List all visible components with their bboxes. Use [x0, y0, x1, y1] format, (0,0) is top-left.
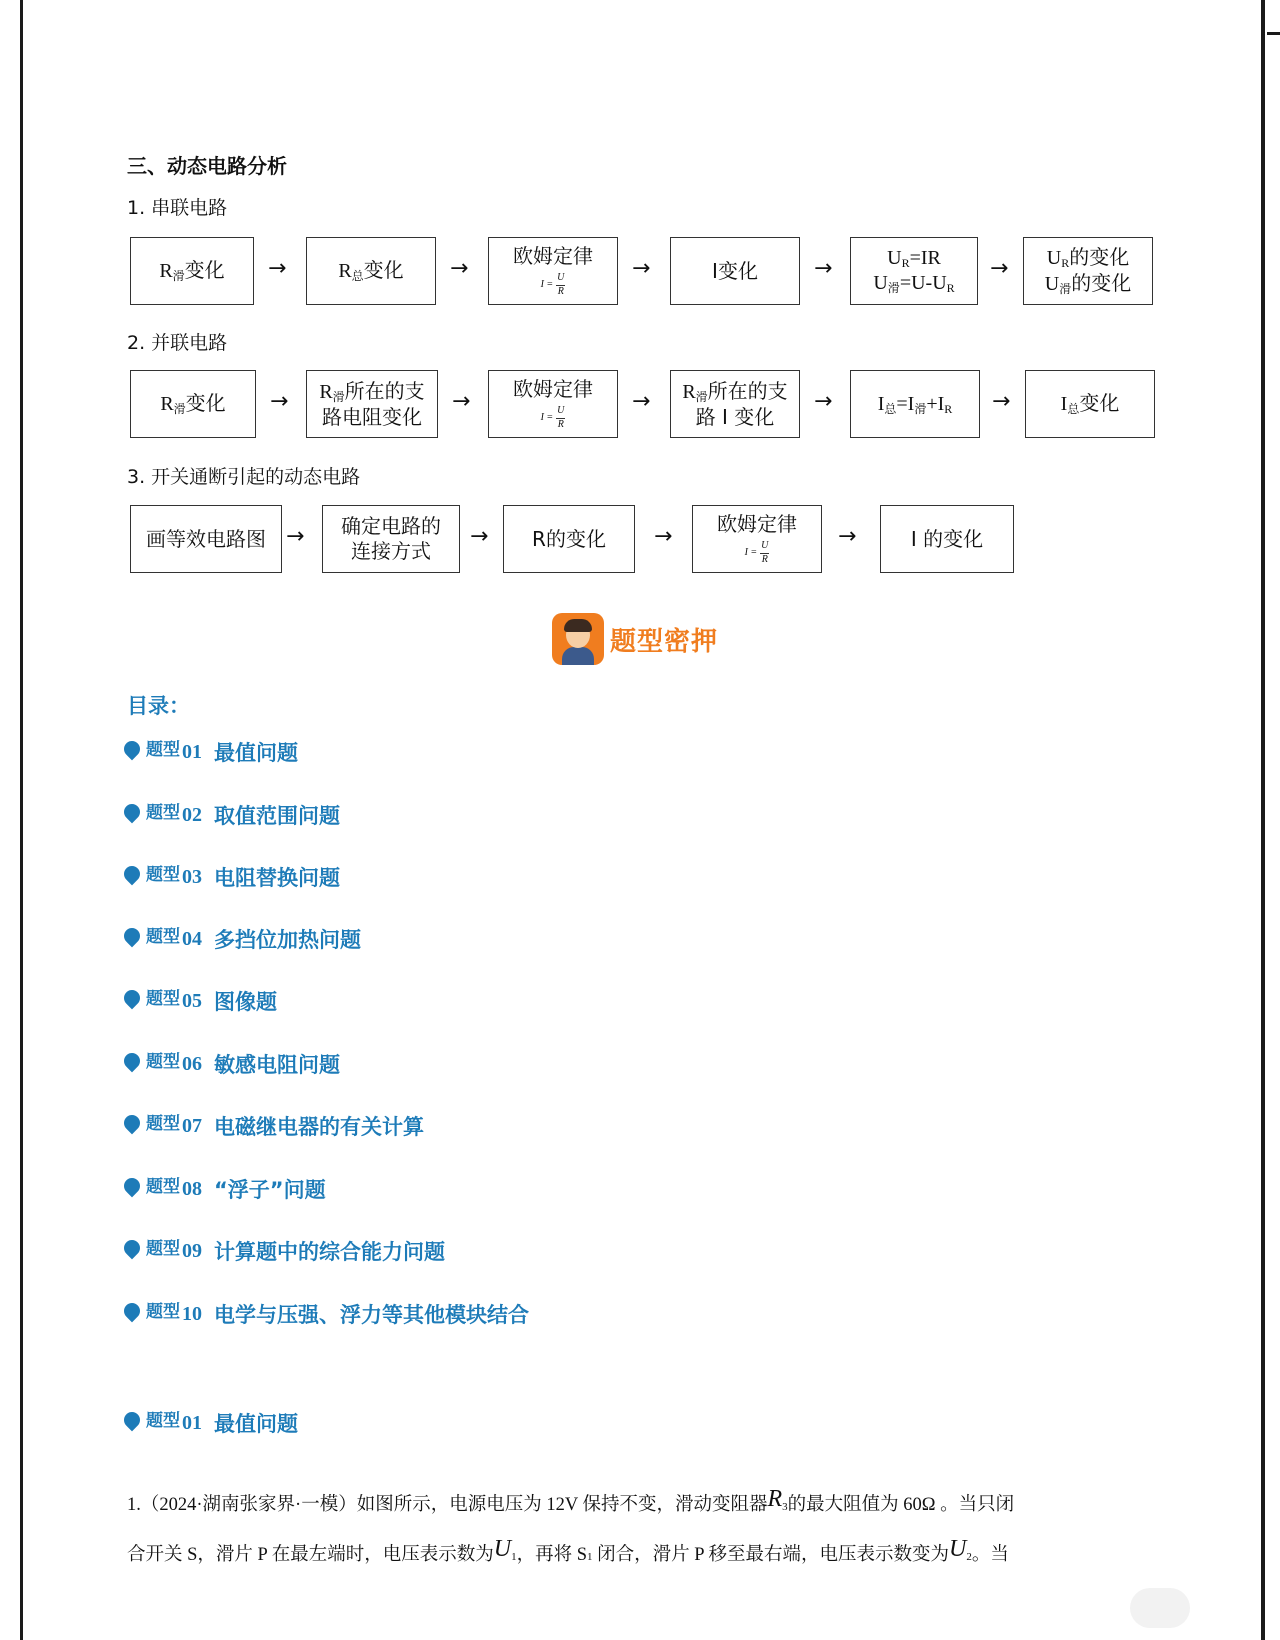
series-box-4: I变化 — [670, 237, 800, 305]
location-pin-icon — [121, 1409, 144, 1432]
arrow: → — [268, 256, 287, 281]
question-line-2: 合开关 S，滑片 P 在最左端时，电压表示数为U1，再将 S1 闭合，滑片 P 移至最右端，电压表示数变为U2。当 — [127, 1536, 1009, 1565]
section-01-heading: 题型 01 最值问题 — [124, 1408, 298, 1438]
series-box-5: $U_R=IR$ $U_滑=U-U_R$ — [850, 237, 978, 305]
arrow: → — [654, 524, 673, 549]
toc-title: 目录： — [127, 694, 190, 718]
switch-box-1: 画等效电路图 — [130, 505, 282, 573]
arrow: → — [990, 256, 1009, 281]
toc-item[interactable] — [124, 1111, 424, 1141]
arrow: → — [814, 389, 833, 414]
series-box-2: $R_总$变化 — [306, 237, 436, 305]
arrow: → — [452, 389, 471, 414]
toc-item-label: 题型 — [146, 802, 180, 823]
toc-item-number: 06 — [182, 1052, 202, 1075]
location-pin-icon — [121, 987, 144, 1010]
ohm-formula: I = $\frac{U}{R}$ — [744, 540, 769, 565]
toc-item-number: 05 — [182, 989, 202, 1012]
toc-item[interactable] — [124, 986, 277, 1016]
toc-item-label: 题型 — [146, 988, 180, 1009]
arrow: → — [470, 524, 489, 549]
series-box-1: $R_滑$变化 — [130, 237, 254, 305]
toc-item-label: 题型 — [146, 1113, 180, 1134]
toc-item-number: 02 — [182, 803, 202, 826]
switch-title: 3. 开关通断引起的动态电路 — [127, 466, 361, 488]
toc-item[interactable] — [124, 1299, 529, 1329]
arrow: → — [286, 524, 305, 549]
arrow: → — [450, 256, 469, 281]
ohm-formula: I = $\frac{U}{R}$ — [540, 272, 565, 297]
location-pin-icon — [121, 1112, 144, 1135]
question-line-1: 1.（2024·湖南张家界·一模）如图所示，电源电压为 12V 保持不变，滑动变阻器R3的最大阻值为 60Ω 。当只闭 — [127, 1486, 1015, 1515]
location-pin-icon — [121, 1300, 144, 1323]
toc-item[interactable] — [124, 1049, 340, 1079]
location-pin-icon — [121, 1237, 144, 1260]
location-pin-icon — [121, 1175, 144, 1198]
banner-text: 题型密押 — [610, 626, 719, 657]
location-pin-icon — [121, 801, 144, 824]
location-pin-icon — [121, 925, 144, 948]
parallel-box-6: $I_总$变化 — [1025, 370, 1155, 438]
series-title: 1. 串联电路 — [127, 197, 228, 219]
toc-item-label: 题型 — [146, 1051, 180, 1072]
toc-item-label: 题型 — [146, 926, 180, 947]
toc-item-number: 01 — [182, 740, 202, 763]
toc-item-label: 题型 — [146, 1301, 180, 1322]
toc-item-number: 04 — [182, 927, 202, 950]
toc-item-text: 最值问题 — [214, 741, 298, 765]
toc-item[interactable] — [124, 1236, 445, 1266]
toc-item-text: 电学与压强、浮力等其他模块结合 — [214, 1303, 529, 1327]
toc-item-text: “浮子”问题 — [214, 1178, 326, 1202]
arrow: → — [270, 389, 289, 414]
toc-item-text: 图像题 — [214, 990, 277, 1014]
section-heading: 三、动态电路分析 — [127, 154, 287, 178]
toc-item-text: 电阻替换问题 — [214, 866, 340, 890]
toc-item-label: 题型 — [146, 1238, 180, 1259]
parallel-box-ohm: 欧姆定律 I = $\frac{U}{R}$ — [488, 370, 618, 438]
ohm-formula: I = $\frac{U}{R}$ — [540, 405, 565, 430]
toc-item-number: 10 — [182, 1302, 202, 1325]
parallel-box-4: $R_滑$所在的支 路 I 变化 — [670, 370, 800, 438]
toc-item-text: 计算题中的综合能力问题 — [214, 1240, 445, 1264]
toc-item-text: 多挡位加热问题 — [214, 928, 361, 952]
right-margin — [1265, 0, 1280, 1640]
page-left-border — [20, 0, 23, 1640]
arrow: → — [814, 256, 833, 281]
blur-artifact — [1130, 1588, 1190, 1628]
parallel-box-5: $I_总=I_滑+I_R$ — [850, 370, 980, 438]
location-pin-icon — [121, 738, 144, 761]
series-box-ohm: 欧姆定律 I = $\frac{U}{R}$ — [488, 237, 618, 305]
arrow: → — [632, 389, 651, 414]
switch-box-3: R的变化 — [503, 505, 635, 573]
arrow: → — [992, 389, 1011, 414]
parallel-title: 2. 并联电路 — [127, 332, 228, 354]
corner-mark — [1267, 32, 1280, 35]
location-pin-icon — [121, 863, 144, 886]
toc-item-number: 09 — [182, 1239, 202, 1262]
toc-item-label: 题型 — [146, 864, 180, 885]
location-pin-icon — [121, 1050, 144, 1073]
switch-box-ohm: 欧姆定律 I = $\frac{U}{R}$ — [692, 505, 822, 573]
toc-item[interactable] — [124, 1174, 326, 1204]
toc-item-text: 敏感电阻问题 — [214, 1053, 340, 1077]
toc-item-label: 题型 — [146, 739, 180, 760]
question-type-banner — [552, 613, 718, 665]
toc-item[interactable] — [124, 924, 361, 954]
toc-item-number: 07 — [182, 1114, 202, 1137]
arrow: → — [632, 256, 651, 281]
series-box-6: $U_R$的变化 $U_滑$的变化 — [1023, 237, 1153, 305]
teacher-avatar-icon — [552, 613, 604, 665]
toc-item-number: 08 — [182, 1177, 202, 1200]
toc-item-number: 03 — [182, 865, 202, 888]
parallel-box-2: $R_滑$所在的支 路电阻变化 — [306, 370, 438, 438]
toc-item[interactable] — [124, 862, 340, 892]
toc-item-text: 取值范围问题 — [214, 804, 340, 828]
toc-item[interactable] — [124, 800, 340, 830]
switch-box-2: 确定电路的 连接方式 — [322, 505, 460, 573]
parallel-box-1: $R_滑$变化 — [130, 370, 256, 438]
toc-item-text: 电磁继电器的有关计算 — [214, 1115, 424, 1139]
arrow: → — [838, 524, 857, 549]
toc-item-label: 题型 — [146, 1176, 180, 1197]
switch-box-5: I 的变化 — [880, 505, 1014, 573]
toc-item[interactable] — [124, 737, 298, 767]
